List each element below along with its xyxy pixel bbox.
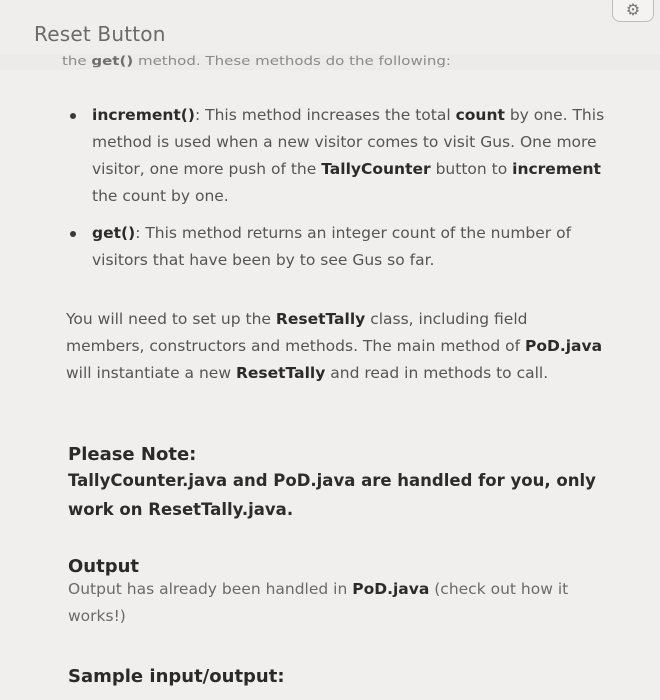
header-bar xyxy=(0,0,660,54)
page-title: Reset Button xyxy=(34,22,166,46)
list-item-get xyxy=(60,220,615,274)
cutoff-prefix: the xyxy=(62,52,92,68)
content-area xyxy=(0,70,660,700)
segment: ResetTally xyxy=(275,310,366,328)
segment: PoD.java xyxy=(524,337,603,355)
setup-paragraph xyxy=(66,306,606,387)
segment: by one. This method is used when a new visitor comes to visit Gus. One more visitor, one more push of the xyxy=(92,106,605,178)
gear-icon[interactable]: ⚙ xyxy=(612,0,654,22)
segment: increment xyxy=(512,160,601,178)
segment: ResetTally xyxy=(235,364,326,382)
segment: You will need to set up the xyxy=(66,310,276,328)
cutoff-suffix: method. These methods do the following: xyxy=(133,52,451,68)
method-name: increment() xyxy=(92,106,195,124)
output-text xyxy=(68,576,608,630)
segment: : This method returns an integer count of the number of visitors that have been by to see Gus so far. xyxy=(92,224,572,269)
segment: the count by one. xyxy=(92,187,229,205)
segment: count xyxy=(455,106,505,124)
list-item-increment xyxy=(60,102,615,210)
note-text: TallyCounter.java and PoD.java are handled for you, only work on ResetTally.java. xyxy=(68,471,596,519)
segment: class, including field members, constructors and methods. The main method of xyxy=(66,310,528,355)
method-name: get() xyxy=(92,224,136,242)
segment: (check out how it works!) xyxy=(68,580,569,625)
segment: : This method increases the total xyxy=(194,106,456,124)
output-heading: Output xyxy=(68,556,140,577)
cutoff-method: get() xyxy=(91,52,134,68)
segment: Output has already been handled in xyxy=(68,580,353,598)
sample-heading: Sample input/output: xyxy=(68,666,285,687)
segment: TallyCounter xyxy=(321,160,431,178)
cutoff-text-line xyxy=(62,52,622,67)
note-heading: Please Note: xyxy=(68,444,197,465)
segment: PoD.java xyxy=(352,580,430,598)
segment: button to xyxy=(430,160,513,178)
method-list xyxy=(60,102,615,284)
segment: and read in methods to call. xyxy=(325,364,549,382)
segment: will instantiate a new xyxy=(66,364,236,382)
